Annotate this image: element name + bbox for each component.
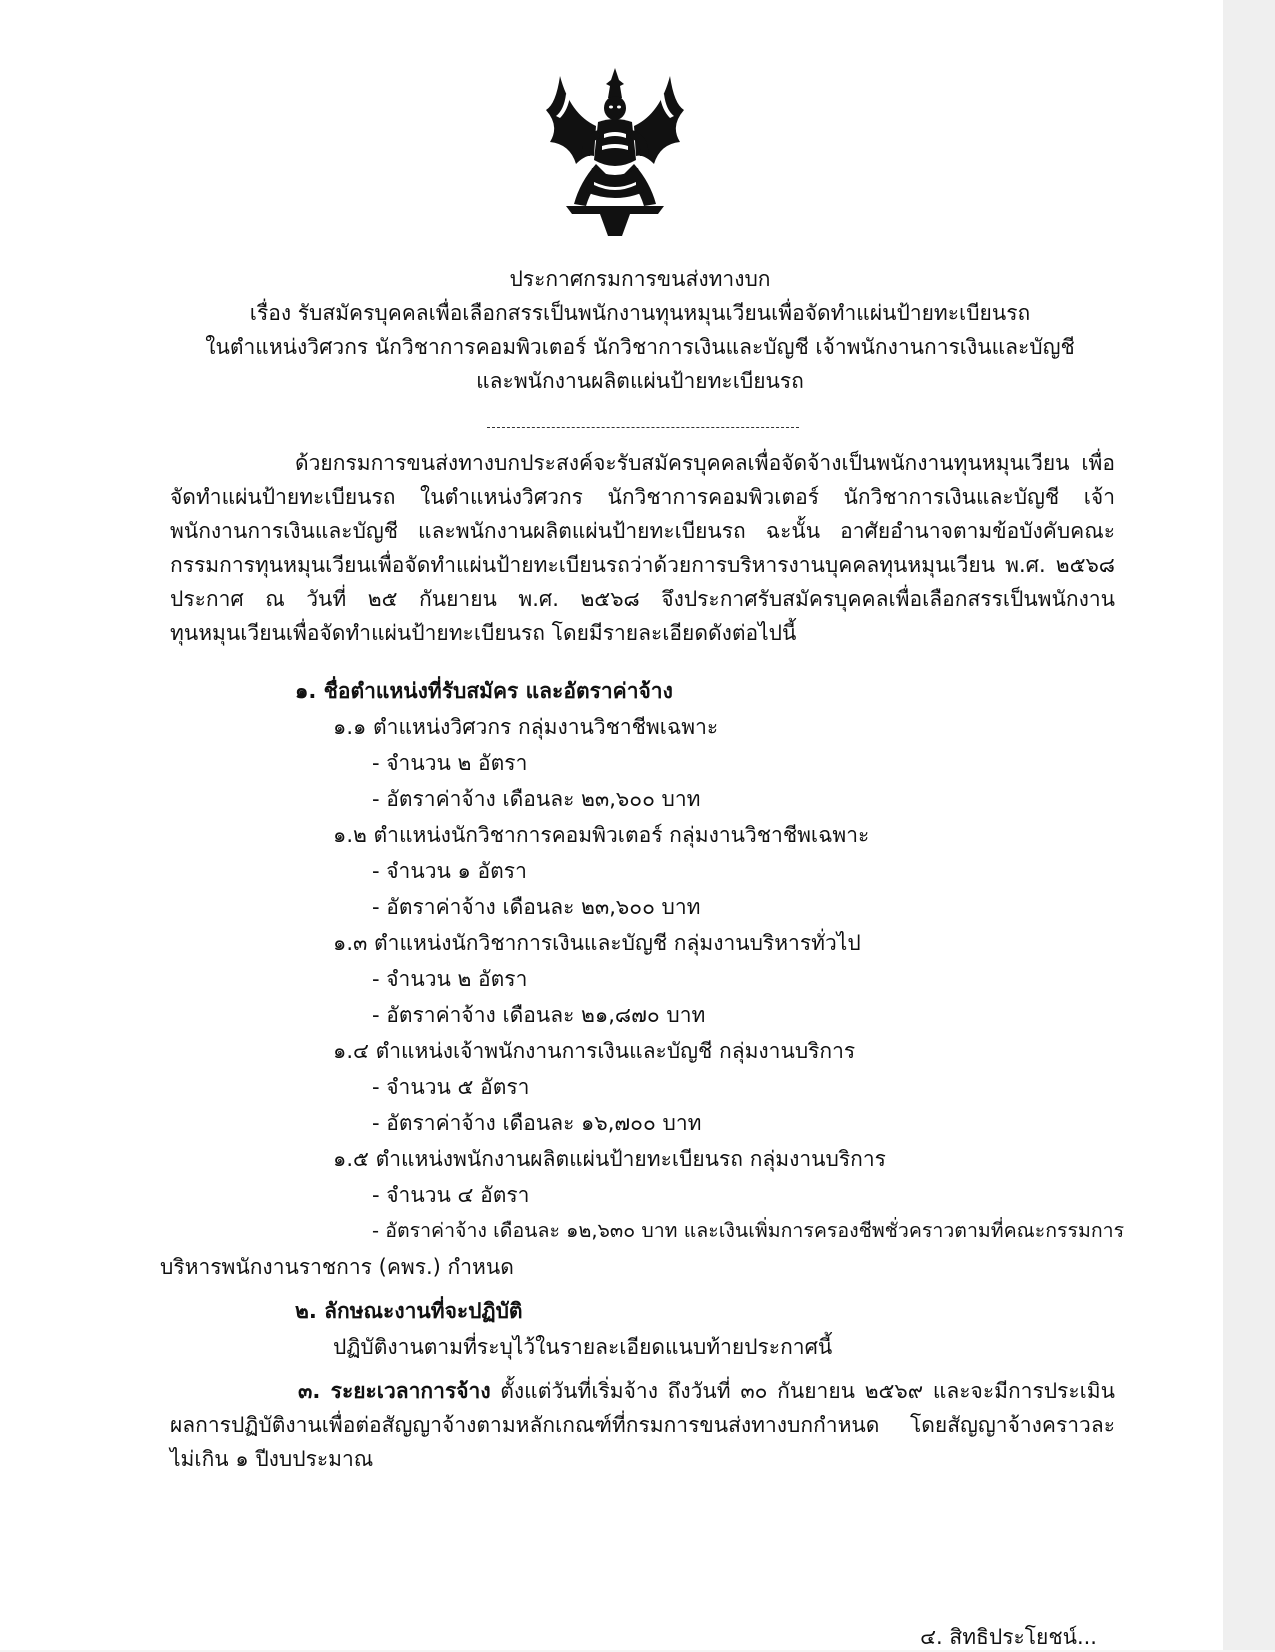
garuda-emblem-icon — [540, 64, 690, 240]
position-3-title: ๑.๓ ตำแหน่งนักวิชาการเงินและบัญชี กลุ่มงานบริหารทั่วไป — [333, 931, 861, 955]
position-2-wage: - อัตราค่าจ้าง เดือนละ ๒๓,๖๐๐ บาท — [372, 895, 701, 919]
position-3-wage: - อัตราค่าจ้าง เดือนละ ๒๑,๘๗๐ บาท — [372, 1003, 706, 1027]
announcement-title: ประกาศกรมการขนส่งทางบก — [509, 267, 771, 291]
position-3-count: - จำนวน ๒ อัตรา — [372, 967, 528, 991]
position-4-title: ๑.๔ ตำแหน่งเจ้าพนักงานการเงินและบัญชี กลุ่มงานบริการ — [333, 1039, 856, 1063]
section-3-paragraph — [170, 1374, 1115, 1476]
scan-edge — [1223, 0, 1275, 1650]
position-5-wage-continued: บริหารพนักงานราชการ (คพร.) กำหนด — [160, 1255, 514, 1279]
position-2-title: ๑.๒ ตำแหน่งนักวิชาการคอมพิวเตอร์ กลุ่มงานวิชาชีพเฉพาะ — [333, 823, 870, 847]
subject-positions-line-2: และพนักงานผลิตแผ่นป้ายทะเบียนรถ — [476, 369, 804, 393]
position-4-count: - จำนวน ๕ อัตรา — [372, 1075, 530, 1099]
position-4-wage: - อัตราค่าจ้าง เดือนละ ๑๖,๗๐๐ บาท — [372, 1111, 702, 1135]
position-2-count: - จำนวน ๑ อัตรา — [372, 859, 527, 883]
position-5-title: ๑.๕ ตำแหน่งพนักงานผลิตแผ่นป้ายทะเบียนรถ กลุ่มงานบริการ — [333, 1147, 886, 1171]
section-2-heading: ๒. ลักษณะงานที่จะปฏิบัติ — [295, 1299, 523, 1323]
position-1-wage: - อัตราค่าจ้าง เดือนละ ๒๓,๖๐๐ บาท — [372, 787, 701, 811]
subject-line: เรื่อง รับสมัครบุคคลเพื่อเลือกสรรเป็นพนักงานทุนหมุนเวียนเพื่อจัดทำแผ่นป้ายทะเบียนรถ — [249, 301, 1031, 325]
section-3-body: ตั้งแต่วันที่เริ่มจ้าง ถึงวันที่ ๓๐ กันยายน ๒๕๖๙ และจะมีการประเมินผลการปฏิบัติงานเพื่อต่อสัญญาจ้างตามหลักเกณฑ์ที่กรมการขนส่งทางบกกำหนด โดยสัญญาจ้างคราวละไม่เกิน ๑ ปีงบประมาณ — [170, 1379, 1115, 1471]
position-5-count: - จำนวน ๔ อัตรา — [372, 1183, 530, 1207]
position-1-count: - จำนวน ๒ อัตรา — [372, 751, 528, 775]
position-1-title: ๑.๑ ตำแหน่งวิศวกร กลุ่มงานวิชาชีพเฉพาะ — [333, 715, 719, 739]
continuation-note: ๔. สิทธิประโยชน์... — [920, 1625, 1097, 1649]
subject-positions-line: ในตำแหน่งวิศวกร นักวิชาการคอมพิวเตอร์ นักวิชาการเงินและบัญชี เจ้าพนักงานการเงินและบัญชี — [205, 335, 1075, 359]
section-2-body: ปฏิบัติงานตามที่ระบุไว้ในรายละเอียดแนบท้ายประกาศนี้ — [333, 1335, 833, 1359]
title-divider — [487, 427, 799, 428]
position-5-wage: - อัตราค่าจ้าง เดือนละ ๑๒,๖๓๐ บาท และเงินเพิ่มการครองชีพชั่วคราวตามที่คณะกรรมการ — [372, 1219, 1125, 1242]
section-3-heading: ๓. ระยะเวลาการจ้าง — [298, 1379, 491, 1403]
intro-paragraph: ด้วยกรมการขนส่งทางบกประสงค์จะรับสมัครบุคคลเพื่อจัดจ้างเป็นพนักงานทุนหมุนเวียน เพื่อจัดทำแผ่นป้ายทะเบียนรถ ในตำแหน่งวิศวกร นักวิชาการคอมพิวเตอร์ นักวิชาการเงินและบัญชี เจ้าพนักงานการเงินและบัญชี และพนักงานผลิตแผ่นป้ายทะเบียนรถ ฉะนั้น อาศัยอำนาจตามข้อบังคับคณะกรรมการทุนหมุนเวียนเพื่อจัดทำแผ่นป้ายทะเบียนรถว่าด้วยการบริหารงานบุคคลทุนหมุนเวียน พ.ศ. ๒๕๖๘ ประกาศ ณ วันที่ ๒๕ กันยายน พ.ศ. ๒๕๖๘ จึงประกาศรับสมัครบุคคลเพื่อเลือกสรรเป็นพนักงานทุนหมุนเวียนเพื่อจัดทำแผ่นป้ายทะเบียนรถ โดยมีรายละเอียดดังต่อไปนี้ — [170, 451, 1115, 645]
section-1-heading: ๑. ชื่อตำแหน่งที่รับสมัคร และอัตราค่าจ้าง — [295, 679, 673, 703]
